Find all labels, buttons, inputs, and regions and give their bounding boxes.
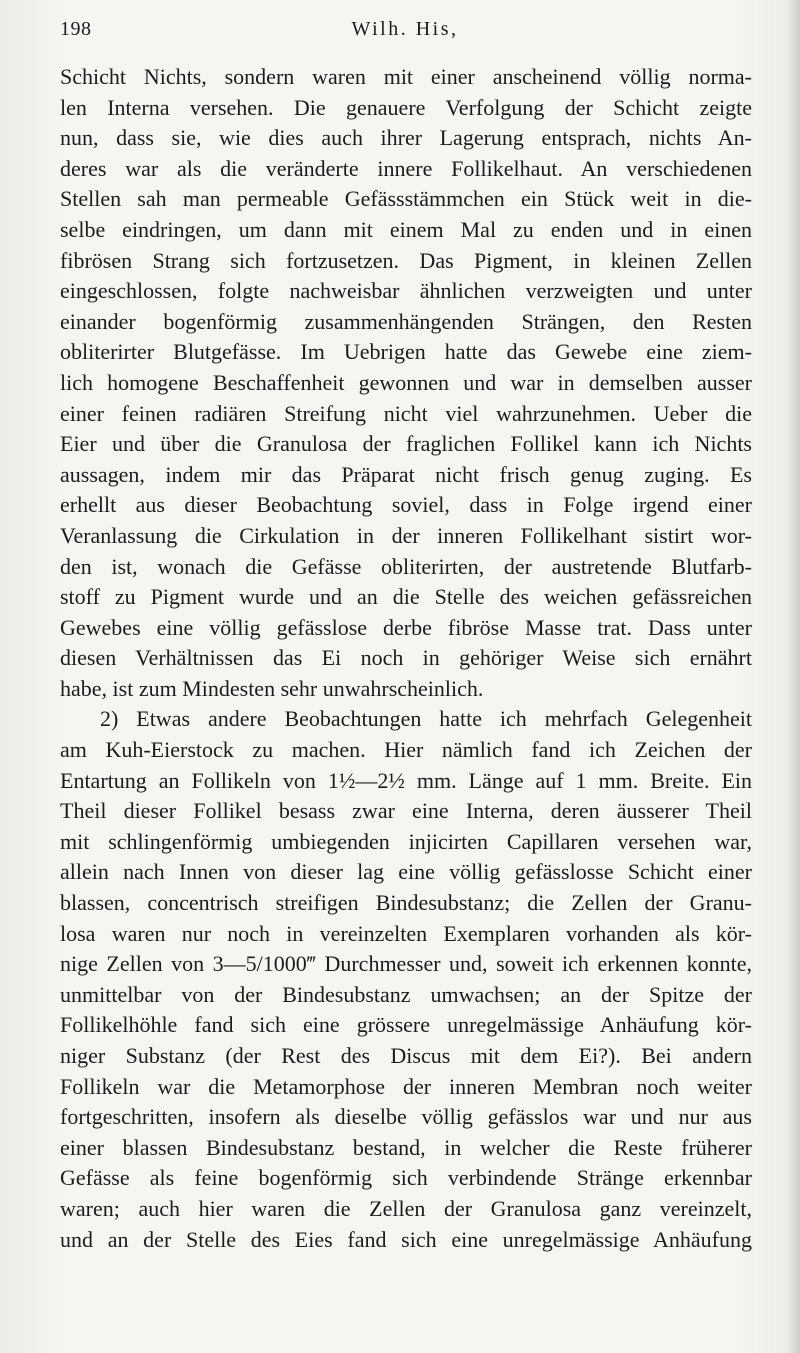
text-line: einer blassen Bindesubstanz bestand, in welcher die Reste früherer — [60, 1134, 752, 1160]
text-line: fortgeschritten, insofern als dieselbe völlig gefässlos war und nur aus — [60, 1104, 752, 1130]
text-line: erhellt aus dieser Beobachtung soviel, dass in Folge irgend einer — [60, 492, 752, 518]
text-line: losa waren nur noch in vereinzelten Exemplaren vorhanden als kör- — [60, 920, 752, 946]
text-line: einer feinen radiären Streifung nicht viel wahrzunehmen. Ueber die — [60, 400, 752, 426]
running-title: Wilh. His, — [351, 18, 459, 40]
text-line: eingeschlossen, folgte nachweisbar ähnlichen verzweigten und unter — [60, 278, 752, 304]
text-line: lich homogene Beschaffenheit gewonnen und war in demselben ausser — [60, 369, 752, 395]
text-line: Veranlassung die Cirkulation in der inneren Follikelhant sistirt wor- — [60, 522, 752, 548]
text-line: Gewebes eine völlig gefässlose derbe fibröse Masse trat. Dass unter — [60, 614, 752, 640]
text-line: einander bogenförmig zusammenhängenden Strängen, den Resten — [60, 308, 752, 334]
text-line: obliterirter Blutgefässe. Im Uebrigen hatte das Gewebe eine ziem- — [60, 339, 752, 365]
text-line: Stellen sah man permeable Gefässstämmchen ein Stück weit in die- — [60, 186, 752, 212]
text-line: Eier und über die Granulosa der fraglichen Follikel kann ich Nichts — [60, 431, 752, 457]
text-line: nige Zellen von 3—5/1000‴ Durchmesser und, soweit ich erkennen konnte, — [60, 951, 752, 977]
page-header — [60, 14, 750, 46]
page-number: 198 — [60, 18, 92, 40]
text-line: und an der Stelle des Eies fand sich eine unregelmässige Anhäufung — [60, 1226, 752, 1252]
text-line: Schicht Nichts, sondern waren mit einer anscheinend völlig norma- — [60, 64, 752, 89]
paragraph-end-line: habe, ist zum Mindesten sehr unwahrscheinlich. — [60, 675, 484, 701]
text-line: stoff zu Pigment wurde und an die Stelle des weichen gefässreichen — [60, 584, 752, 610]
page-edge-shadow — [786, 0, 800, 1353]
text-line: fibrösen Strang sich fortzusetzen. Das Pigment, in kleinen Zellen — [60, 247, 752, 273]
text-line: waren; auch hier waren die Zellen der Granulosa ganz vereinzelt, — [60, 1195, 752, 1221]
text-line: blassen, concentrisch streifigen Bindesubstanz; die Zellen der Granu- — [60, 890, 752, 916]
text-line: niger Substanz (der Rest des Discus mit dem Ei?). Bei andern — [60, 1043, 752, 1068]
body-text — [60, 62, 752, 1255]
text-line: mit schlingenförmig umbiegenden injicirten Capillaren versehen war, — [60, 828, 752, 854]
text-line: allein nach Innen von dieser lag eine völlig gefässlosse Schicht einer — [60, 859, 752, 885]
text-line: len Interna versehen. Die genauere Verfolgung der Schicht zeigte — [60, 94, 752, 120]
text-line: Theil dieser Follikel besass zwar eine Interna, deren äusserer Theil — [60, 798, 752, 824]
text-line: Entartung an Follikeln von 1½—2½ mm. Länge auf 1 mm. Breite. Ein — [60, 767, 752, 793]
text-line: den ist, wonach die Gefässe obliterirten, der austretende Blutfarb- — [60, 553, 752, 579]
text-line: am Kuh-Eierstock zu machen. Hier nämlich fand ich Zeichen der — [60, 737, 752, 763]
text-line: nun, dass sie, wie dies auch ihrer Lagerung entsprach, nichts An- — [60, 125, 752, 151]
paragraph-start-line: 2) Etwas andere Beobachtungen hatte ich mehrfach Gelegenheit — [100, 706, 752, 732]
text-line: diesen Verhältnissen das Ei noch in gehöriger Weise sich ernährt — [60, 645, 752, 671]
text-line: Follikelhöhle fand sich eine grössere unregelmässige Anhäufung kör- — [60, 1012, 752, 1038]
text-line: Follikeln war die Metamorphose der inneren Membran noch weiter — [60, 1073, 752, 1099]
text-line: unmittelbar von der Bindesubstanz umwachsen; an der Spitze der — [60, 981, 752, 1007]
text-line: Gefässe als feine bogenförmig sich verbindende Stränge erkennbar — [60, 1165, 752, 1191]
text-line: aussagen, indem mir das Präparat nicht frisch genug zuging. Es — [60, 461, 752, 487]
text-line: deres war als die veränderte innere Follikelhaut. An verschiedenen — [60, 155, 752, 181]
text-line: selbe eindringen, um dann mit einem Mal zu enden und in einen — [60, 216, 752, 242]
